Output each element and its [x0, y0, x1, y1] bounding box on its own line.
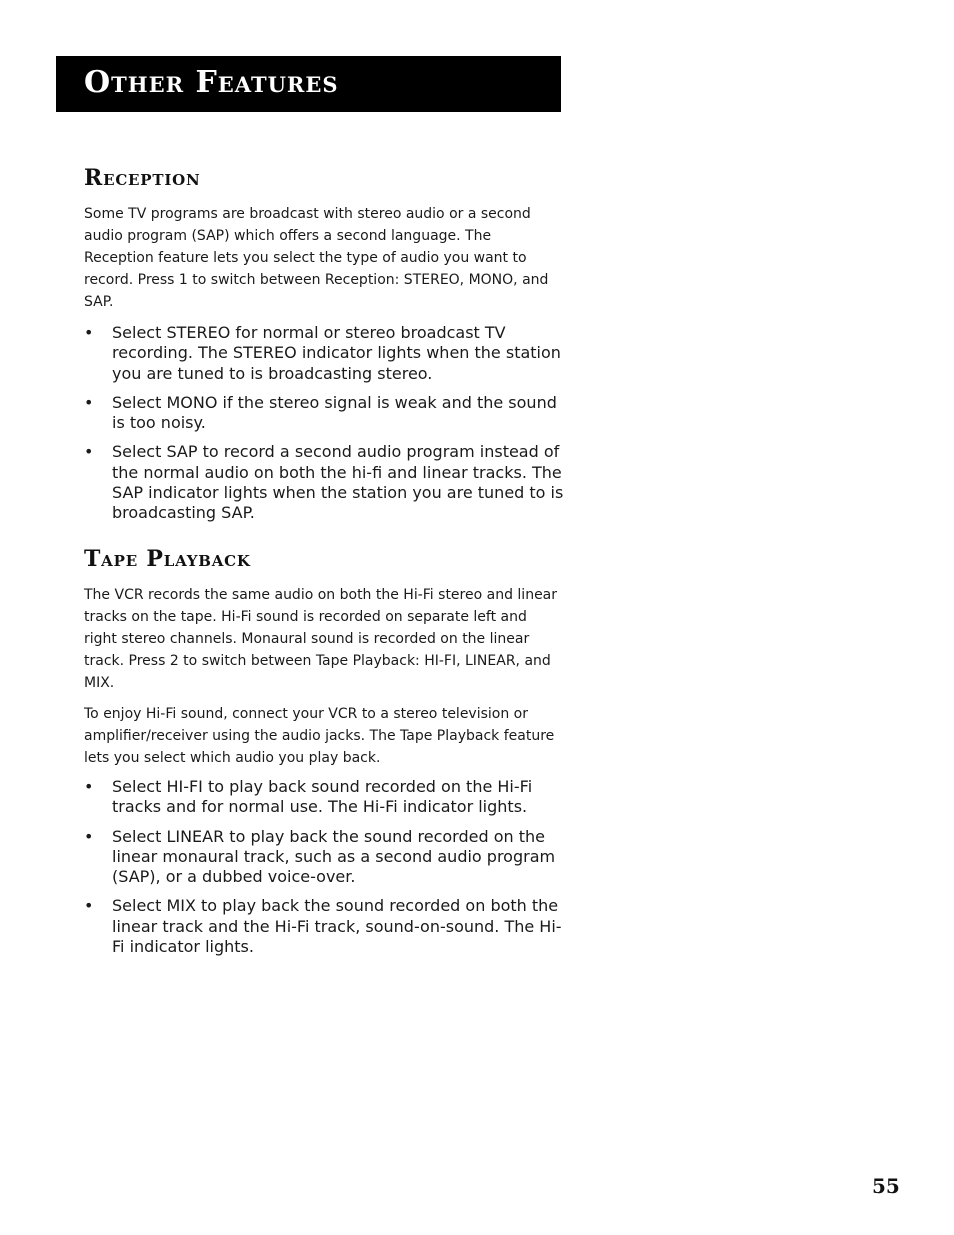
- reception-intro: Some TV programs are broadcast with stereo audio or a second audio program (SAP) which offers a second language. The Reception feature lets you select the type of audio you want to record. Press 1 to switch between Reception: STEREO, MONO, and SAP.: [84, 206, 549, 310]
- bullet-glyph: •: [84, 392, 94, 412]
- list-item: [84, 777, 564, 818]
- list-item: [84, 323, 564, 384]
- reception-bullet-stereo: Select STEREO for normal or stereo broadcast TV recording. The STEREO indicator lights when the station you are tuned to is broadcasting stereo.: [112, 323, 561, 383]
- bullet-glyph: •: [84, 442, 94, 462]
- tape-playback-section: [84, 546, 564, 957]
- page-title: Other Features: [84, 65, 339, 100]
- reception-heading: Reception: [84, 165, 201, 191]
- list-item: [84, 442, 564, 523]
- reception-section: [84, 165, 564, 524]
- header-band: [56, 56, 561, 112]
- bullet-glyph: •: [84, 826, 94, 846]
- reception-bullet-sap: Select SAP to record a second audio program instead of the normal audio on both the hi-fi and linear tracks. The SAP indicator lights when the station you are tuned to is broadcasting SAP.: [112, 442, 564, 523]
- tape-playback-para-2: To enjoy Hi-Fi sound, connect your VCR to a stereo television or amplifier/receiver using the audio jacks. The Tape Playback feature lets you select which audio you play back.: [84, 706, 555, 766]
- reception-bullet-list: [84, 323, 564, 524]
- page-number: 55: [872, 1174, 900, 1198]
- bullet-glyph: •: [84, 777, 94, 796]
- tape-playback-bullet-mix: Select MIX to play back the sound recorded on both the linear track and the Hi-Fi track, sound-on-sound. The Hi-Fi indicator lights.: [112, 896, 562, 957]
- reception-bullet-mono: Select MONO if the stereo signal is weak and the sound is too noisy.: [112, 392, 557, 433]
- tape-playback-bullet-hifi: Select HI-FI to play back sound recorded on the Hi-Fi tracks and for normal use. The Hi-Fi indicator lights.: [112, 777, 533, 817]
- list-item: [84, 827, 564, 888]
- list-item: [84, 896, 564, 957]
- tape-playback-bullet-linear: Select LINEAR to play back the sound recorded on the linear monaural track, such as a second audio program (SAP), or a dubbed voice-over.: [112, 826, 556, 887]
- tape-playback-para-1: The VCR records the same audio on both the Hi-Fi stereo and linear tracks on the tape. Hi-Fi sound is recorded on separate left and right stereo channels. Monaural sound is recorded on the linear track. Press 2 to switch between Tape Playback: HI-FI, LINEAR, and MIX.: [84, 587, 558, 691]
- bullet-glyph: •: [84, 323, 94, 342]
- tape-playback-heading: Tape Playback: [84, 546, 251, 572]
- list-item: [84, 393, 564, 434]
- bullet-glyph: •: [84, 896, 94, 916]
- tape-playback-bullet-list: [84, 777, 564, 957]
